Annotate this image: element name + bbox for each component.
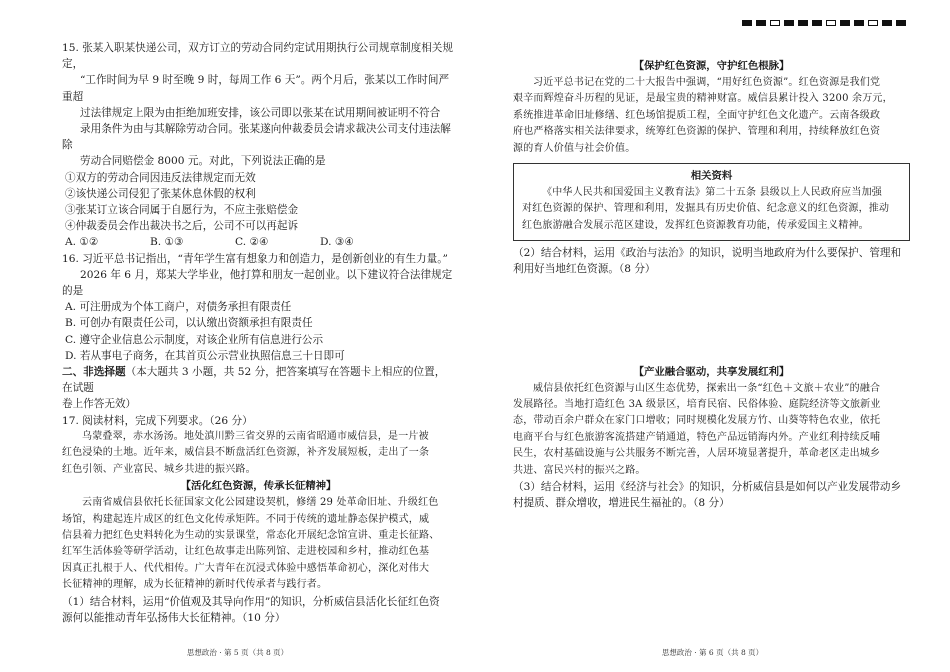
q15-choices <box>62 234 455 250</box>
q15-stem-line: 过法律规定上限为由拒绝加班安排，该公司即以张某在试用期间被证明不符合 <box>80 106 441 119</box>
q16-stem-line: 2026 年 6 月，郑某大学毕业，他打算和朋友一起创业。以下建议符合法律规定的是 <box>62 268 453 298</box>
material-1-line: 因真正扎根于人、代代相传。广大青年在沉浸式体验中感悟革命初心，深化对伟大 <box>62 562 430 574</box>
question-15 <box>62 40 455 251</box>
heading-protect-red-resources: 【保护红色资源，守护红色根脉】 <box>633 60 790 72</box>
heading-activate-red-resources: 【活化红色资源，传承长征精神】 <box>180 480 337 493</box>
section-2-desc: （本大题共 3 小题，共 52 分，把答案填写在答题卡上相应的位置，在试题 <box>62 366 446 395</box>
related-material-line: 《中华人民共和国爱国主义教育法》第二十五条 县级以上人民政府应当加强 <box>542 187 882 199</box>
q17-intro-line: 乌蒙叠翠，赤水汤汤。地处滇川黔三省交界的云南省昭通市威信县，是一片被 <box>82 430 429 442</box>
q15-choice-b: B. ①③ <box>150 236 184 249</box>
material-2-line: 艰辛而辉煌奋斗历程的见证，是最宝贵的精神财富。威信县累计投入 3200 余万元， <box>513 93 893 105</box>
q15-choice-a: A. ①② <box>65 236 99 249</box>
q15-choice-d: D. ③④ <box>320 236 354 249</box>
material-3-line: 态，带动百余户群众在家门口增收；同时规模化发展方竹、山葵等特色农业，依托 <box>513 415 881 427</box>
q16-stem-line: 16. 习近平总书记指出，“青年学生富有想象力和创造力，是创新创业的有生力量。” <box>62 252 448 265</box>
q16-choice: D. 若从事电子商务，在其首页公示营业执照信息三十日即可 <box>65 349 345 362</box>
q17-ask-1: （1）结合材料，运用“价值观及其导向作用”的知识，分析威信县活化长征红色资 <box>62 595 440 608</box>
related-material-line: 对红色资源的保护、管理和利用，发掘具有历史价值、纪念意义的红色资源，推动 <box>522 203 890 215</box>
q17-intro-line: 红色引领、产业富民、城乡共进的振兴路。 <box>62 463 256 475</box>
q17-ask-2: （2）结合材料，运用《政治与法治》的知识，说明当地政府为什么要保护、管理和 <box>513 247 902 260</box>
left-page-footer: 思想政治 · 第 5 页（共 8 页） <box>186 648 289 657</box>
question-16 <box>62 251 455 364</box>
q15-item: ④仲裁委员会作出裁决书之后，公司不可以再起诉 <box>65 220 299 233</box>
q15-stem-line: 劳动合同赔偿金 8000 元。对此，下列说法正确的是 <box>80 155 326 168</box>
q15-item: ②该快递公司侵犯了张某休息休假的权利 <box>65 187 256 200</box>
material-1-line: 云南省威信县依托长征国家文化公园建设契机，修缮 29 处革命旧址、升级红色 <box>82 497 439 509</box>
material-2-line: 习近平总书记在党的二十大报告中强调，“用好红色资源”。红色资源是我们党 <box>533 77 881 88</box>
related-material-box <box>513 163 910 241</box>
q15-item: ①双方的劳动合同因违反法律规定而无效 <box>65 171 256 184</box>
q16-choice: B. 可创办有限责任公司，以认缴出资额承担有限责任 <box>65 317 313 330</box>
material-1-line: 红军生活体验等研学活动，让红色故事走出陈列馆、走进校园和乡村，推动红色基 <box>62 546 430 558</box>
material-3-line: 共进、富民兴村的振兴之路。 <box>513 464 646 476</box>
answer-space <box>513 278 910 364</box>
material-1-line: 长征精神的理解，成为长征精神的新时代传承者与践行者。 <box>62 579 328 591</box>
section-2-header <box>62 364 455 413</box>
material-2-line: 系统推进革命旧址修缮、红色场馆提质工程，全面守护红色文化遗产。云南各级政 <box>513 109 881 121</box>
related-material-line: 红色旅游融合发展示范区建设，发挥红色资源教育功能，传承爱国主义精神。 <box>522 219 869 231</box>
material-3-line: 发展路径。当地打造红色 3A 级景区，培育民宿、民俗体验、庭院经济等文旅新业 <box>513 399 881 411</box>
q17-title: 17. 阅读材料，完成下列要求。（26 分） <box>62 414 253 427</box>
section-2-title: 二、非选择题 <box>62 366 126 379</box>
q16-choice: A. 可注册成为个体工商户，对债务承担有限责任 <box>65 301 292 314</box>
material-2-line: 源的育人价值与社会价值。 <box>513 142 636 154</box>
material-3-line: 威信县依托红色资源与山区生态优势，探索出一条“红色＋文旅＋农业”的融合 <box>533 382 881 394</box>
q17-ask-1-cont: 源何以能推动青年弘扬伟大长征精神。（10 分） <box>62 611 286 624</box>
question-17 <box>62 413 455 626</box>
q15-stem-line: 录用条件为由与其解除劳动合同。张某遂向仲裁委员会请求裁决公司支付违法解除 <box>62 123 451 152</box>
q17-ask-3-cont: 村提质、群众增收，增进民生福祉的。（8 分） <box>513 497 730 510</box>
q17-ask-2-cont: 利用好当地红色资源。（8 分） <box>513 263 656 276</box>
q15-stem-line: 15. 张某入职某快递公司，双方订立的劳动合同约定试用期执行公司规章制度相关规定， <box>62 42 453 71</box>
q17-ask-3: （3）结合材料，运用《经济与社会》的知识，分析威信县是如何以产业发展带动乡 <box>513 481 902 494</box>
right-page-footer: 思想政治 · 第 6 页（共 8 页） <box>661 648 764 657</box>
q15-stem-line: “工作时间为早 9 时至晚 9 时，每周工作 6 天”。两个月后，张某以工作时间严重超 <box>62 74 450 103</box>
right-page <box>475 0 950 672</box>
material-3-line: 电商平台与红色旅游客流搭建产销通道，特色产品远销海内外。产业红利持续反哺 <box>513 431 881 443</box>
material-2-line: 府也严格落实相关法律要求，统筹红色资源的保护、管理和利用，持续释放红色资 <box>513 126 881 138</box>
q15-item: ③张某订立该合同属于自愿行为，不应主张赔偿金 <box>65 204 299 217</box>
material-3-line: 民生，农村基础设施与公共服务不断完善，人居环境显著提升，革命老区走出城乡 <box>513 448 881 460</box>
material-1-line: 场馆，构建起连片成区的红色文化传承矩阵。不同于传统的遗址静态保护模式，威 <box>62 513 430 525</box>
q16-choice: C. 遵守企业信息公示制度，对该企业所有信息进行公示 <box>65 333 324 346</box>
heading-industry-integration: 【产业融合驱动，共享发展红利】 <box>633 365 790 378</box>
related-material-title: 相关资料 <box>690 170 733 183</box>
material-1-line: 信县着力把红色史料转化为生动的实景课堂，常态化开展纪念馆宣讲、重走长征路、 <box>62 529 440 541</box>
q15-choice-c: C. ②④ <box>235 236 269 249</box>
section-2-desc-cont: 卷上作答无效） <box>62 398 137 411</box>
q17-intro-line: 红色浸染的土地。近年来，威信县不断盘活红色资源，补齐发展短板，走出了一条 <box>62 447 430 459</box>
